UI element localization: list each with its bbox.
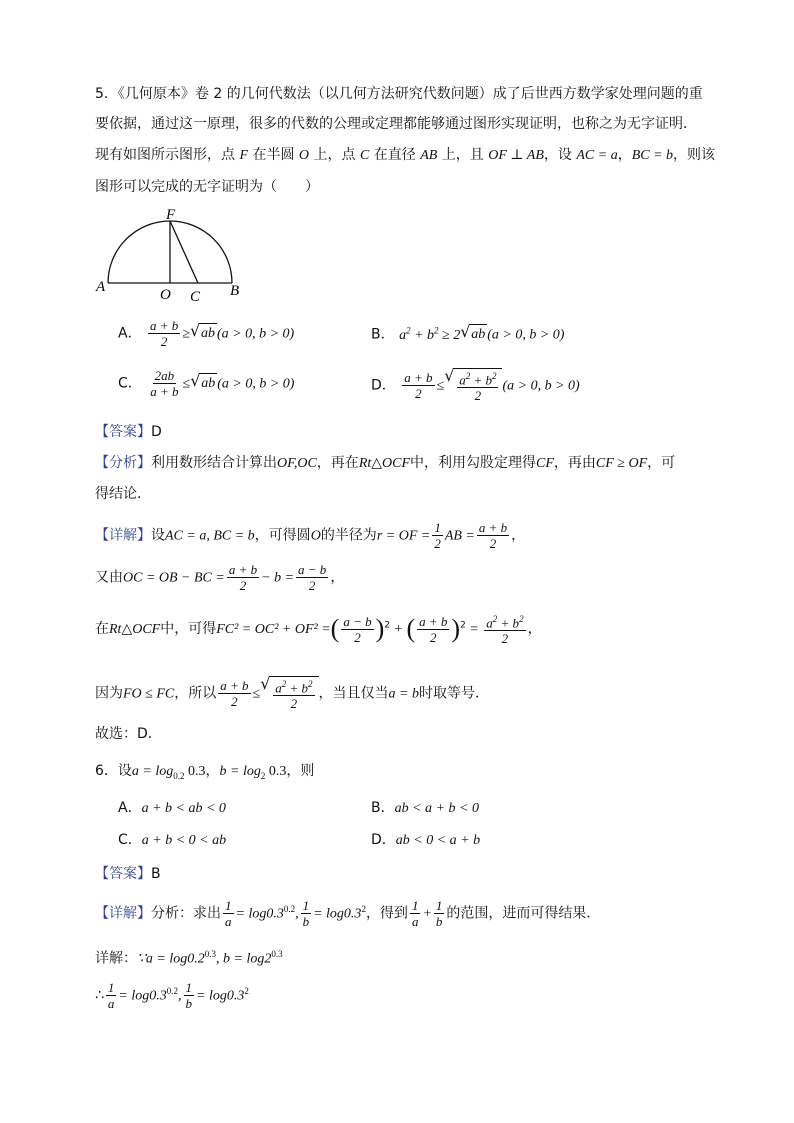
q6-option-b[interactable]: B．ab < a + b < 0 bbox=[371, 800, 479, 816]
q5-line-1: 5．《几何原本》卷 2 的几何代数法（以几何方法研究代数问题）成了后世西方数学家处理问题的重 bbox=[95, 86, 703, 102]
q6-option-c[interactable]: C．a + b < 0 < ab bbox=[118, 832, 227, 848]
label-B: B bbox=[230, 283, 240, 299]
label-O: O bbox=[160, 287, 171, 303]
q6-detail-3: ∴ $\frac{1}{a}$ = $\log 0.3^{0.2}$, $\frac{1}{b}$ = $\log 0.3^2$ bbox=[95, 980, 249, 1011]
q5-conclusion: 故选：D. bbox=[95, 726, 153, 742]
q5-analysis-1: 【分析】利用数形结合计算出OF,OC，再在Rt△OCF中，利用勾股定理得CF，再由CF ≥ OF，可 bbox=[95, 455, 676, 471]
label-C: C bbox=[190, 289, 201, 303]
q5-detail-4: 因为FO ≤ FC，所以 $\frac{a + b}{2}$ ≤ √ $\frac{a^2 + b^2}{2}$ ，当且仅当a = b时取等号． bbox=[95, 676, 489, 711]
q5-line-4: 图形可以完成的无字证明为（ ） bbox=[95, 179, 319, 195]
q6-answer: 【答案】B bbox=[95, 866, 161, 882]
q6-option-a[interactable]: A．a + b < ab < 0 bbox=[118, 800, 226, 816]
q5-detail-3: 在Rt△OCF中，可得FC² = OC² + OF² =( $\frac{a - b}{2}$ )$^2$ + ( $\frac{a + b}{2}$ )$^2$ = $\frac{a^2 + b^2}{2}$ ， bbox=[95, 613, 542, 647]
q5-detail-1: 【详解】设AC = a, BC = b，可得圆O的半径为r = OF = $\frac{1}{2}$ AB = $\frac{a + b}{2}$ ， bbox=[95, 520, 526, 551]
q6-detail-2: 详解：∵a = $\log 0.2^{0.3}$, $b = \log 2^{0.3}$ bbox=[95, 949, 283, 967]
q6-line-1: 6．设$a = \log_{0.2} 0.3$，$b = \log_2 0.3$，则 bbox=[95, 763, 315, 781]
q5-line-2: 要依据，通过这一原理，很多的代数的公理或定理都能够通过图形实现证明，也称之为无字证明． bbox=[95, 116, 697, 132]
q5-detail-2: 又由OC = OB − BC = $\frac{a + b}{2}$ − b = $\frac{a - b}{2}$ ， bbox=[95, 562, 345, 593]
q5-line-3: 现有如图所示图形，点 F 在半圆 O 上，点 C 在直径 AB 上，且 OF ⊥ AB，设 AC = a，BC = b，则该 bbox=[95, 147, 716, 163]
q5-analysis-2: 得结论． bbox=[95, 486, 151, 502]
label-F: F bbox=[166, 207, 176, 223]
q6-option-d[interactable]: D．ab < 0 < a + b bbox=[371, 832, 481, 848]
q5-answer: 【答案】D bbox=[95, 424, 162, 440]
q5-option-d[interactable]: D． $\frac{a + b}{2}$ ≤ √ $\frac{a^2 + b^2}{2}$ (a > 0, b > 0) bbox=[371, 368, 580, 403]
semicircle-figure bbox=[92, 203, 252, 303]
q6-detail-1: 【详解】分析：求出 $\frac{1}{a}$ = $\log 0.3^{0.2}$, $\frac{1}{b}$ = $\log 0.3^2$，得到 $\frac{1}{a}$ + $\frac{1}{b}$ 的范围，进而可得结果． bbox=[95, 898, 601, 929]
q5-option-b[interactable]: B． $a^2 + b^2 \ge 2√$ ab (a > 0, b > 0) bbox=[371, 320, 564, 346]
label-A: A bbox=[96, 279, 106, 295]
q5-option-c[interactable]: C． $\frac{2ab}{a + b}$ ≤√ ab (a > 0, b > 0) bbox=[118, 368, 294, 399]
q5-option-a[interactable]: A． $\frac{a + b}{2}$ ≥√ ab (a > 0, b > 0) bbox=[118, 318, 294, 349]
